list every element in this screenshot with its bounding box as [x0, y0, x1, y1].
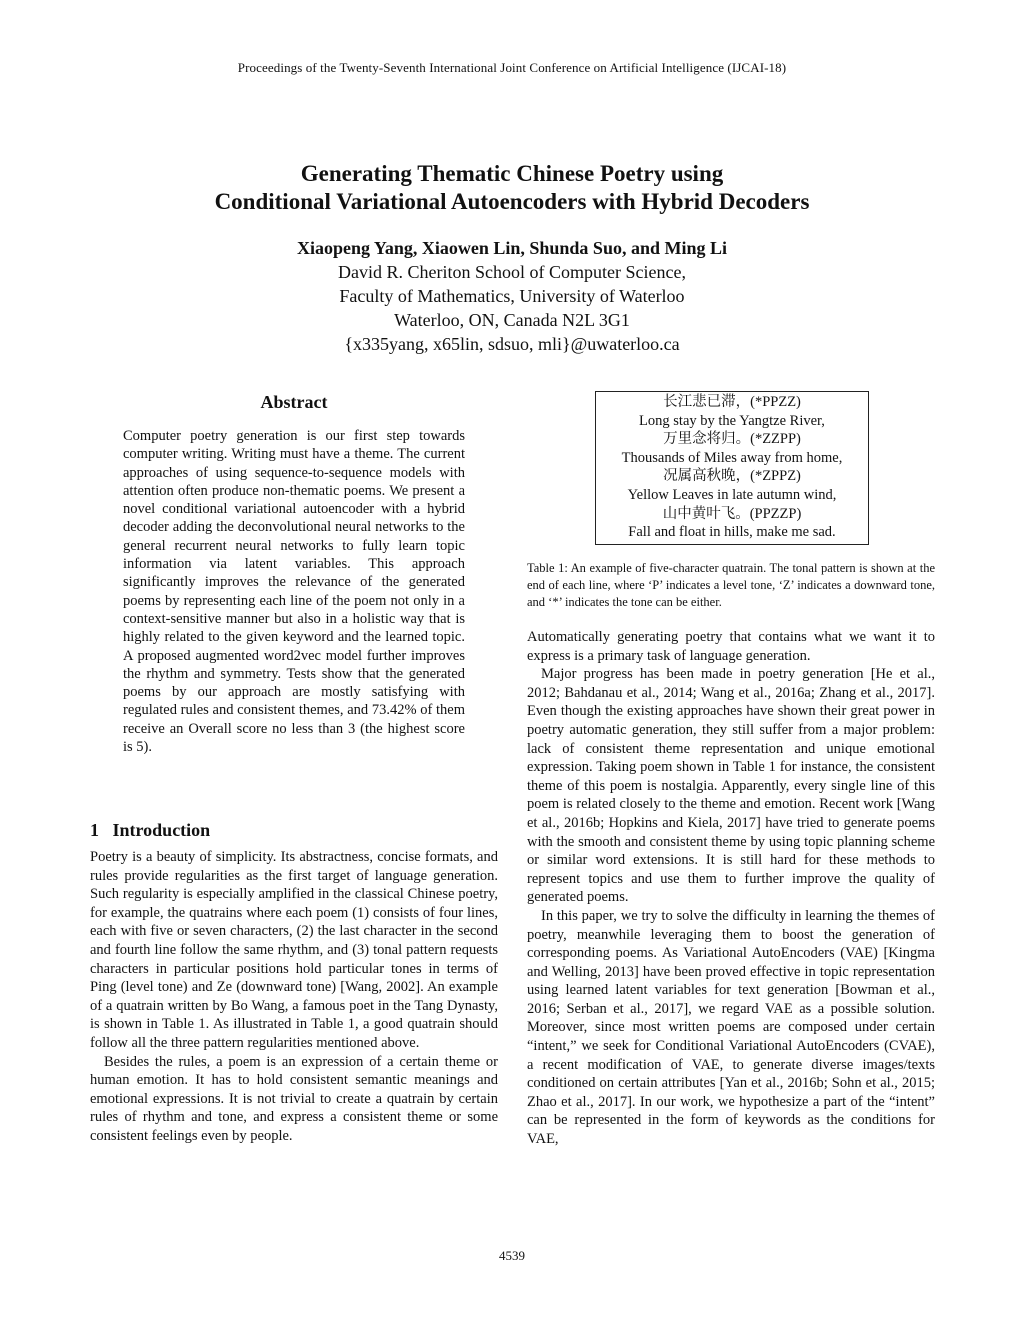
poem-line-4: Thousands of Miles away from home, [621, 449, 843, 466]
author-names: Xiaopeng Yang, Xiaowen Lin, Shunda Suo, and Ming Li [297, 238, 727, 258]
right-paragraph-1: Automatically generating poetry that contains what we want it to express is a primary task of language generation. [527, 629, 935, 664]
poem-line-2: Long stay by the Yangtze River, [639, 412, 825, 429]
page-number: 4539 [499, 1248, 525, 1263]
poem-table [595, 391, 869, 545]
right-paragraph-3: In this paper, we try to solve the difficulty in learning the themes of poetry, meanwhile leveraging them to boost the generation of corresponding poems. As Variational AutoEncoders (VAE) [Kingma and Welling, 2013] have been proved effective in topic representation using learned latent variables for text generation [Bowman et al., 2016; Serban et al., 2017], we regard VAE as a possible solution. Moreover, since most written poems are composed under certain “intent,” we seek for Conditional Variational AutoEncoders (CVAE), a recent modification of VAE, to generate diverse images/texts conditioned on certain attributes [Yan et al., 2016b; Sohn et al., 2015; Zhao et al., 2017]. In our work, we hypothesize a part of the “intent” can be represented in the form of keywords as the conditions for VAE, [527, 907, 935, 1148]
intro-paragraph-1: Poetry is a beauty of simplicity. Its abstractness, concise formats, and rules provide regularities as the first target of language generation. Such regularity is especially amplified in the classical Chinese poetry, for example, the quatrains where each poem (1) consists of four lines, each with five or seven characters, (2) the last character in the second and fourth line follow the same rhythm, and (3) tonal pattern requests characters in particular positions hold particular tones in terms of Ping (level tone) and Ze (downward tone) [Wang, 2002]. An example of a quatrain written by Bo Wang, a famous poet in the Tang Dynasty, is shown in Table 1. As illustrated in Table 1, a good quatrain should follow all the three pattern regularities mentioned above. [90, 849, 498, 1051]
title-line-2: Conditional Variational Autoencoders with Hybrid Decoders [214, 189, 810, 214]
poem-line-6: Yellow Leaves in late autumn wind, [627, 486, 837, 503]
affiliation-line-2: Faculty of Mathematics, University of Waterloo [339, 286, 685, 306]
poem-line-7: 山中黄叶飞。(PPZZP) [662, 505, 802, 522]
author-emails: {x335yang, x65lin, sdsuo, mli}@uwaterloo.ca [344, 334, 680, 354]
affiliation-line-1: David R. Cheriton School of Computer Science, [338, 262, 686, 282]
poem-line-5: 况属高秋晚，(*ZPPZ) [663, 468, 801, 485]
intro-paragraph-2: Besides the rules, a poem is an expression of a certain theme or human emotion. It has to hold consistent semantic meanings and emotional expressions. It is not trivial to create a quatrain by certain rules of rhythm and tone, and express a consistent theme or some consistent feelings even by people. [90, 1053, 498, 1144]
proceedings-header: Proceedings of the Twenty-Seventh International Joint Conference on Artificial Intelligence (IJCAI-18) [237, 60, 787, 75]
author-block [0, 236, 1024, 356]
table-caption: Table 1: An example of five-character quatrain. The tonal pattern is shown at the end of each line, where ‘P’ indicates a level tone, ‘Z’ indicates a downward tone, and ‘*’ indicates the tone can be either. [527, 561, 935, 609]
right-paragraph-2: Major progress has been made in poetry generation [He et al., 2012; Bahdanau et al., 2014; Wang et al., 2016a; Zhang et al., 2017]. Even though the existing approaches have shown their great power in poetry automatic generation, they still suffer from a major problem: lack of consistent theme representation and unique emotional expression. Taking poem shown in Table 1 for instance, the consistent theme of this poem is nostalgia. Apparently, every single line of this poem is related closely to the theme and emotion. Recent work [Wang et al., 2016b; Hopkins and Kiela, 2017] have tried to generate poems with the smooth and consistent theme by using topic planning scheme or similar word extensions. It is still hard for these methods to represent topics and use them to further improve the quality of generated poems. [527, 666, 935, 906]
poem-line-3: 万里念将归。(*ZZPP) [663, 431, 801, 448]
right-column-body [527, 628, 935, 1149]
introduction-body [90, 848, 498, 1146]
abstract-heading: Abstract [260, 392, 328, 412]
title-line-1: Generating Thematic Chinese Poetry using [300, 161, 724, 186]
affiliation-line-3: Waterloo, ON, Canada N2L 3G1 [394, 310, 630, 330]
abstract-text: Computer poetry generation is our first step towards computer writing. Writing must have a theme. The current approaches of using sequence-to-sequence models with attention often produce non-thematic poems. We present a novel conditional variational autoencoder with a hybrid decoder adding the deconvolutional neural networks to the general recurrent neural networks to fully learn topic information via latent variables. This approach significantly improves the relevance of the generated poems by representing each line of the poem not only in a context-sensitive manner but also in a holistic way that is highly related to the given keyword and the learned topic. A proposed augmented word2vec model further improves the rhythm and symmetry. Tests show that the generated poems by our approach are mostly satisfying with regulated rules and consistent themes, and 73.42% of them receive an Overall score no less than 3 (the highest score is 5). [123, 428, 465, 756]
paper-title [0, 160, 1024, 216]
poem-line-8: Fall and float in hills, make me sad. [628, 524, 836, 541]
poem-line-1: 长江悲已滞，(*PPZZ) [663, 394, 801, 410]
section-introduction-heading: 1 Introduction [90, 820, 211, 840]
